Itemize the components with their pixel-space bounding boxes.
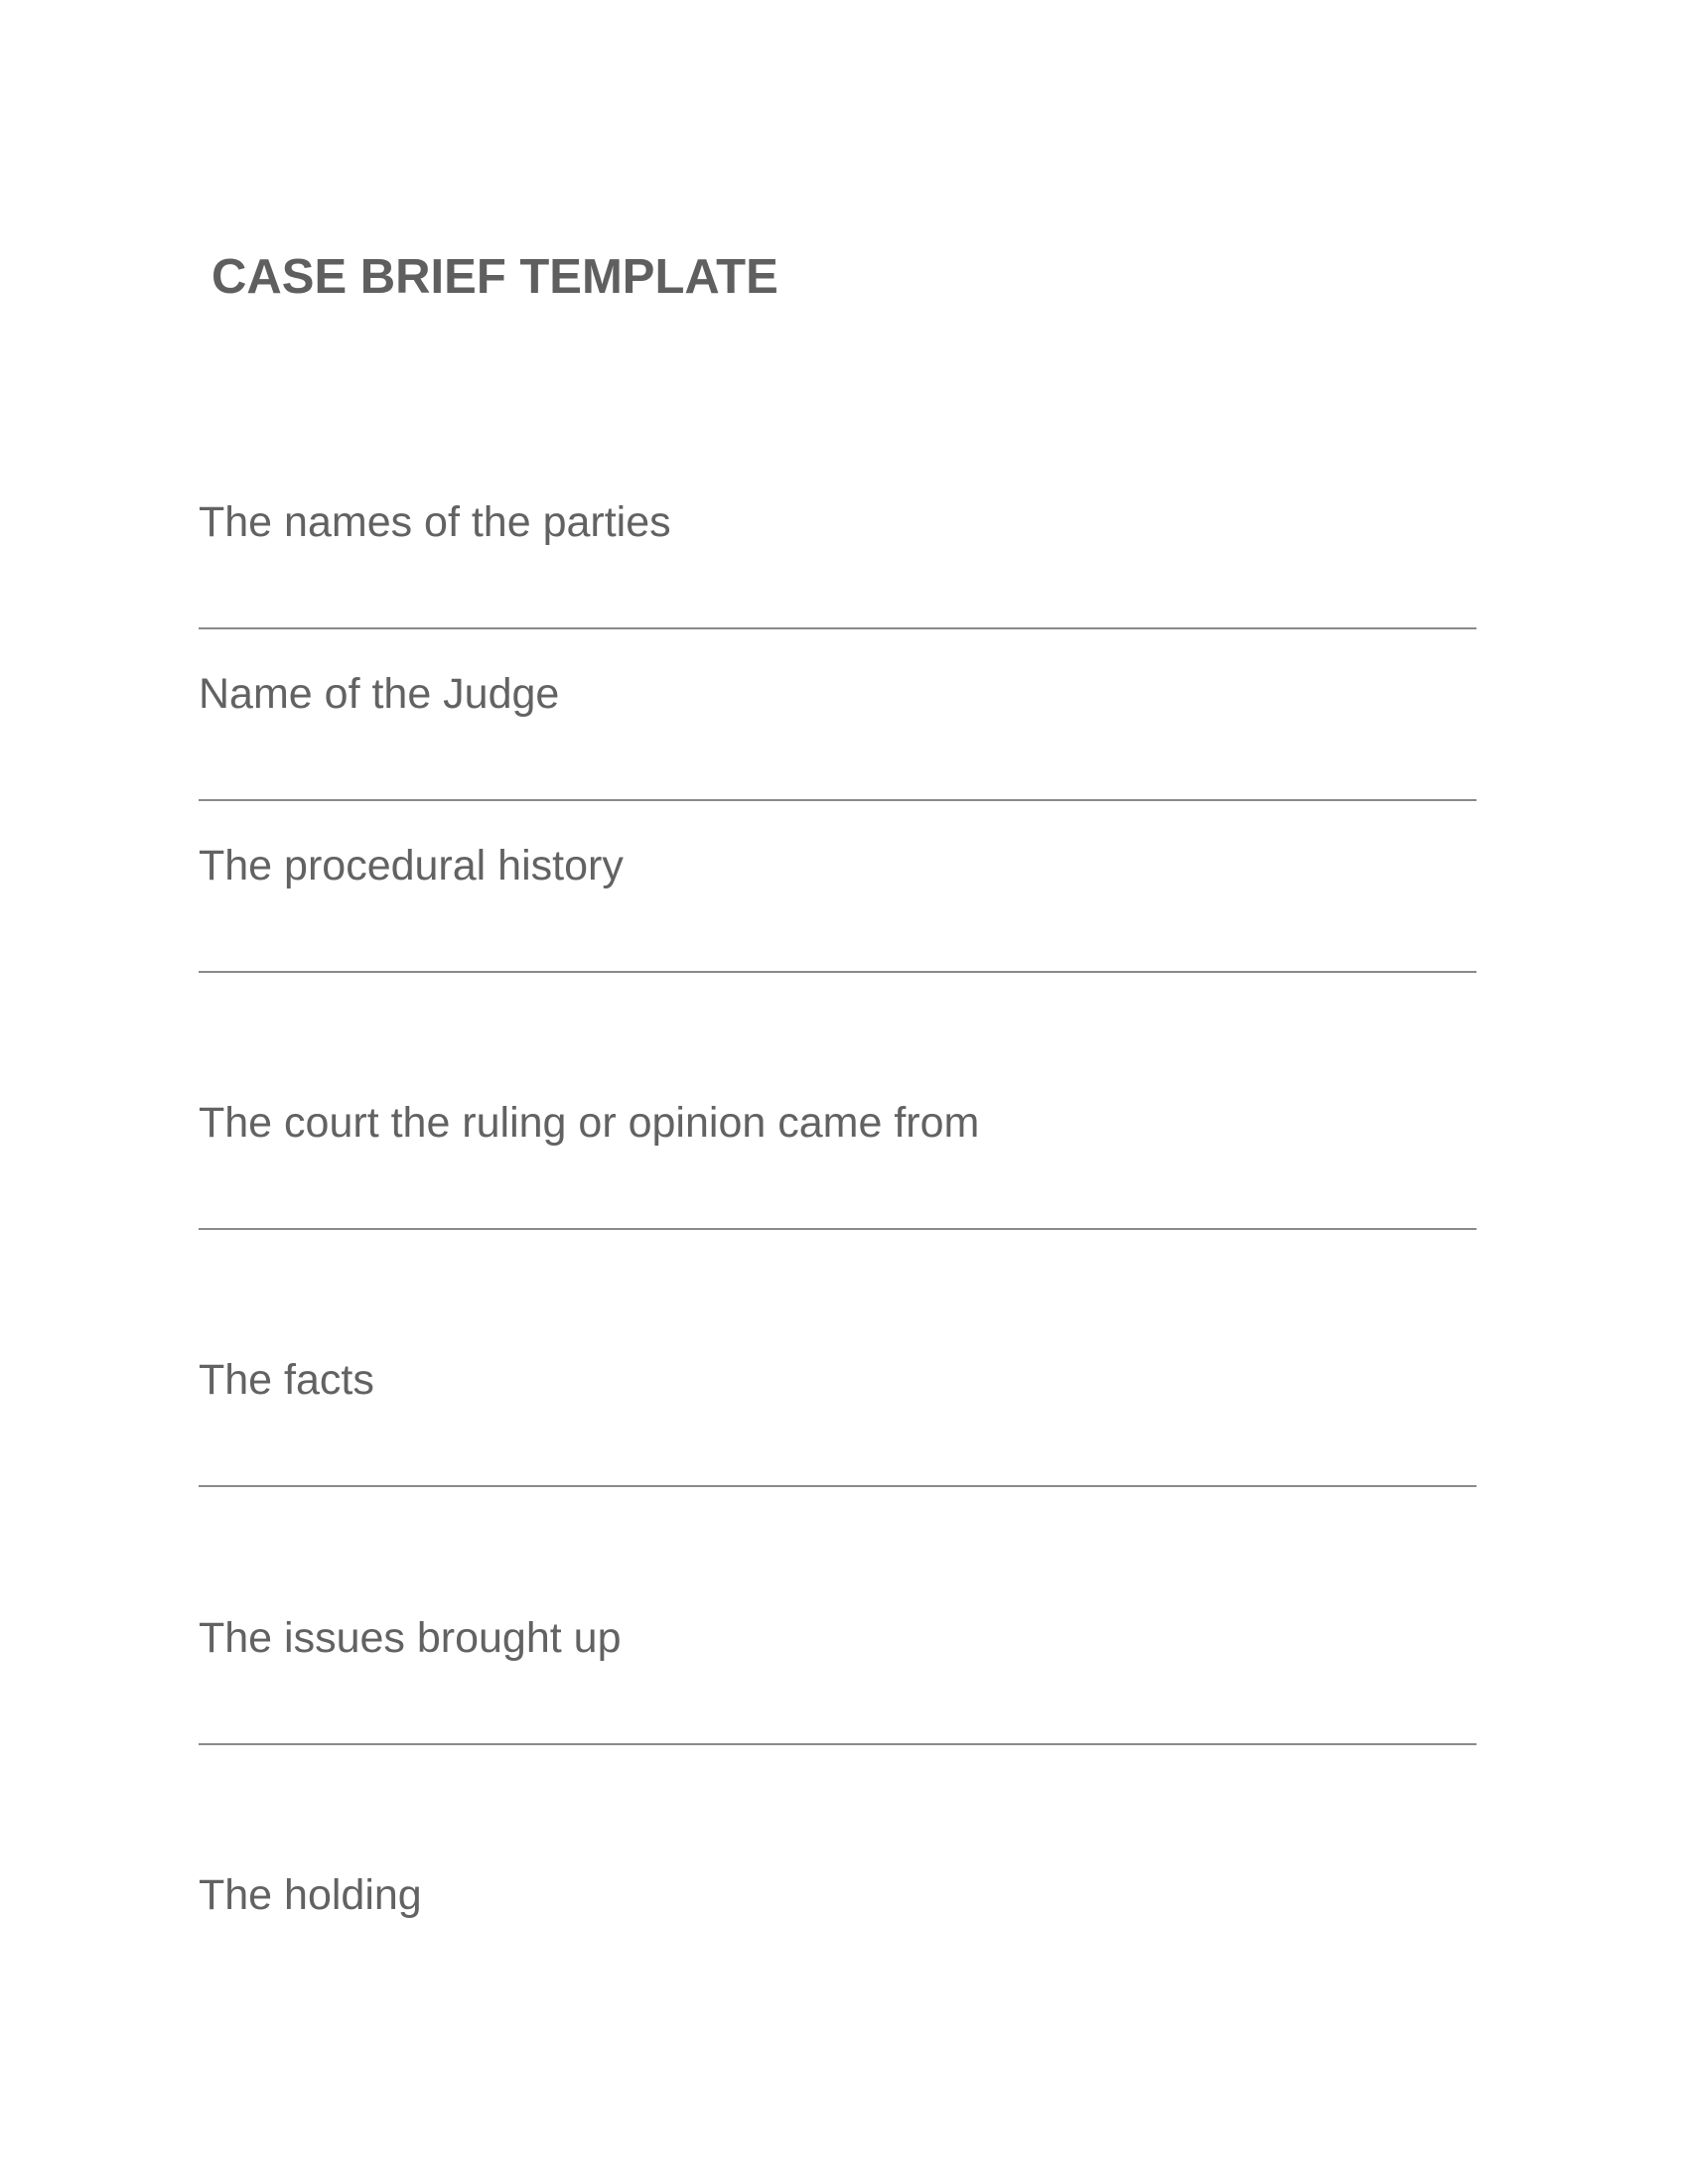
answer-line-procedural-history[interactable] bbox=[199, 971, 1477, 973]
field-label-judge: Name of the Judge bbox=[199, 670, 560, 718]
answer-line-judge[interactable] bbox=[199, 799, 1477, 801]
field-label-holding: The holding bbox=[199, 1871, 422, 1919]
field-label-issues: The issues brought up bbox=[199, 1614, 622, 1662]
field-label-court: The court the ruling or opinion came from bbox=[199, 1099, 980, 1147]
answer-line-parties[interactable] bbox=[199, 627, 1477, 629]
field-label-parties: The names of the parties bbox=[199, 498, 671, 546]
field-label-procedural-history: The procedural history bbox=[199, 842, 624, 889]
answer-line-facts[interactable] bbox=[199, 1485, 1477, 1487]
field-label-facts: The facts bbox=[199, 1356, 374, 1404]
document-title: CASE BRIEF TEMPLATE bbox=[211, 250, 778, 304]
answer-line-issues[interactable] bbox=[199, 1743, 1477, 1745]
answer-line-court[interactable] bbox=[199, 1228, 1477, 1230]
